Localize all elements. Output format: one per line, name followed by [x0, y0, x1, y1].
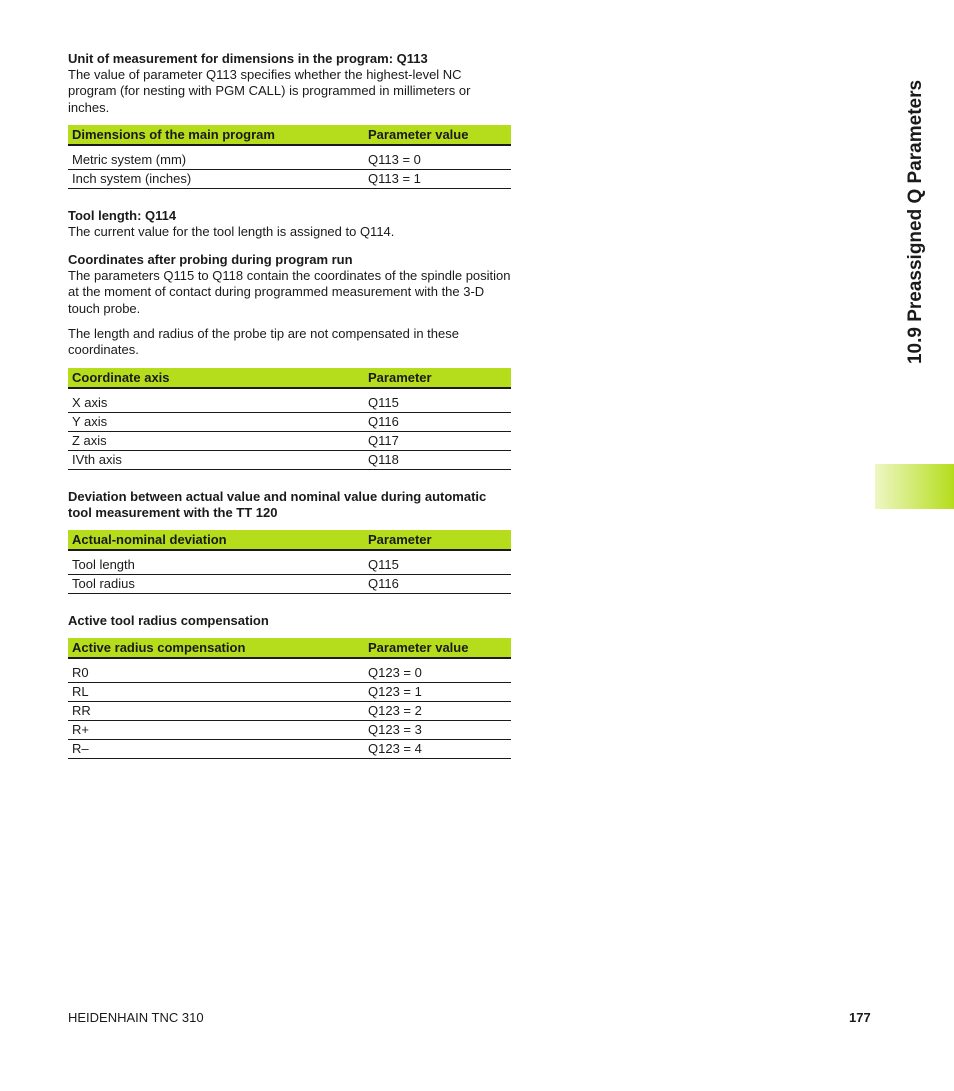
- column-header: Active radius compensation: [68, 638, 364, 658]
- table-row: [68, 450, 511, 469]
- table-header-row: [68, 125, 511, 145]
- table-cell: Tool radius: [68, 574, 364, 593]
- table-row: [68, 720, 511, 739]
- deviation-table: [68, 530, 511, 594]
- table-row: [68, 145, 511, 170]
- table-row: [68, 739, 511, 758]
- table-cell: RL: [68, 682, 364, 701]
- table-cell: Q113 = 1: [364, 169, 511, 188]
- table-cell: R+: [68, 720, 364, 739]
- section-heading-radius-comp: Active tool radius compensation: [68, 612, 269, 628]
- column-header: Parameter: [364, 368, 511, 388]
- chapter-side-title: 10.9 Preassigned Q Parameters: [905, 79, 926, 365]
- table-header-row: [68, 368, 511, 388]
- table-cell: R0: [68, 658, 364, 683]
- radius-comp-table: [68, 638, 511, 759]
- section-text-probing-1: The parameters Q115 to Q118 contain the coordinates of the spindle position at the moment of contact during programmed measurement with the 3-D touch probe.: [68, 268, 511, 316]
- q113-table: [68, 125, 511, 189]
- table-cell: Q123 = 2: [364, 701, 511, 720]
- column-header: Parameter value: [364, 638, 511, 658]
- table-row: [68, 574, 511, 593]
- table-row: [68, 388, 511, 413]
- column-header: Coordinate axis: [68, 368, 364, 388]
- table-header-row: [68, 530, 511, 550]
- table-cell: Q116: [364, 574, 511, 593]
- table-cell: Q116: [364, 412, 511, 431]
- table-cell: Q123 = 3: [364, 720, 511, 739]
- table-cell: Q123 = 1: [364, 682, 511, 701]
- column-header: Actual-nominal deviation: [68, 530, 364, 550]
- footer-brand: HEIDENHAIN TNC 310: [68, 1010, 204, 1025]
- column-header: Parameter value: [364, 125, 511, 145]
- table-row: [68, 682, 511, 701]
- table-cell: Metric system (mm): [68, 145, 364, 170]
- section-heading-q114: Tool length: Q114: [68, 207, 177, 223]
- table-cell: IVth axis: [68, 450, 364, 469]
- table-cell: Q115: [364, 388, 511, 413]
- table-cell: Q123 = 0: [364, 658, 511, 683]
- table-row: [68, 550, 511, 575]
- page-number: 177: [849, 1010, 871, 1025]
- table-cell: Q117: [364, 431, 511, 450]
- table-header-row: [68, 638, 511, 658]
- table-row: [68, 431, 511, 450]
- table-cell: X axis: [68, 388, 364, 413]
- table-cell: Q115: [364, 550, 511, 575]
- table-cell: RR: [68, 701, 364, 720]
- section-heading-probing: Coordinates after probing during program run: [68, 252, 353, 268]
- table-cell: Z axis: [68, 431, 364, 450]
- section-text-probing-2: The length and radius of the probe tip are not compensated in these coordinates.: [68, 326, 459, 358]
- table-row: [68, 412, 511, 431]
- section-text-q114: The current value for the tool length is assigned to Q114.: [68, 223, 395, 239]
- table-row: [68, 701, 511, 720]
- table-cell: Q118: [364, 450, 511, 469]
- table-cell: Q123 = 4: [364, 739, 511, 758]
- section-heading-deviation: Deviation between actual value and nominal value during automatic tool measurement with the TT 120: [68, 488, 487, 520]
- table-cell: Y axis: [68, 412, 364, 431]
- column-header: Parameter: [364, 530, 511, 550]
- page-content: [68, 51, 511, 759]
- section-heading-q113: Unit of measurement for dimensions in the program: Q113: [68, 51, 428, 66]
- table-row: [68, 169, 511, 188]
- section-text-q113: The value of parameter Q113 specifies whether the highest-level NC program (for nesting with PGM CALL) is programmed in millimeters or inches.: [68, 67, 471, 115]
- probing-table: [68, 368, 511, 470]
- table-cell: Q113 = 0: [364, 145, 511, 170]
- table-row: [68, 658, 511, 683]
- column-header: Dimensions of the main program: [68, 125, 364, 145]
- chapter-thumb-tab: [875, 464, 954, 509]
- table-cell: Tool length: [68, 550, 364, 575]
- table-cell: Inch system (inches): [68, 169, 364, 188]
- table-cell: R–: [68, 739, 364, 758]
